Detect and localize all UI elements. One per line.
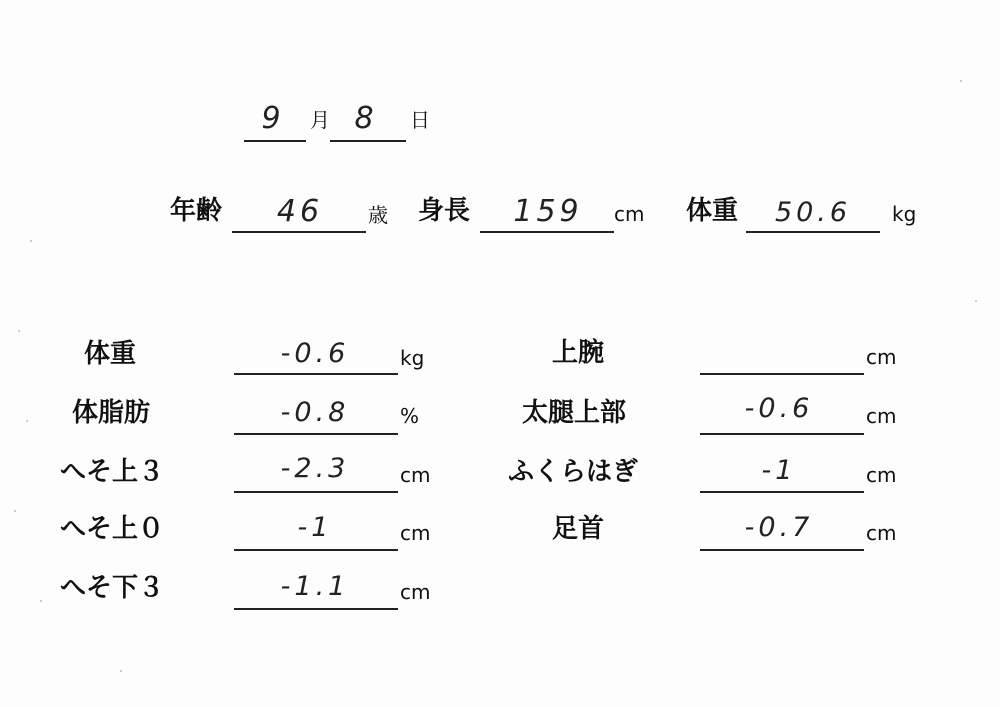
measure-label: 体重 (84, 339, 137, 369)
weight-value: 50.6 (774, 197, 852, 228)
measure-value: -0.8 (280, 397, 350, 428)
month-underline (244, 140, 306, 142)
measure-underline (234, 608, 398, 610)
weight-unit: kg (892, 202, 917, 226)
age-label: 年齢 (170, 196, 223, 226)
measure-label: へそ上０ (60, 514, 165, 544)
weight-underline (746, 231, 880, 233)
scan-speck (960, 80, 962, 82)
measure-underline (700, 491, 864, 493)
scan-speck (18, 330, 20, 332)
measure-label: へそ下３ (60, 573, 165, 603)
measure-unit: cm (400, 463, 431, 487)
measure-underline (700, 373, 864, 375)
measure-unit: cm (400, 580, 431, 604)
measure-underline (234, 549, 398, 551)
month-label: 月 (310, 108, 330, 132)
measure-underline (700, 549, 864, 551)
day-value: 8 (354, 101, 378, 136)
scan-speck (26, 420, 28, 422)
measure-label: 上腕 (552, 338, 605, 368)
height-value: 159 (513, 194, 583, 229)
weight-label: 体重 (686, 196, 739, 226)
measure-label: へそ上３ (60, 457, 165, 487)
measure-value: -1 (761, 455, 797, 486)
height-underline (480, 231, 614, 233)
age-underline (232, 231, 366, 233)
measure-value: -0.6 (744, 393, 814, 424)
measure-underline (234, 491, 398, 493)
day-underline (330, 140, 406, 142)
measure-unit: cm (866, 404, 897, 428)
month-value: 9 (261, 101, 285, 136)
scan-speck (30, 240, 32, 242)
height-label: 身長 (418, 196, 471, 226)
measure-value: -0.7 (744, 512, 814, 543)
measure-value: -0.6 (280, 338, 350, 369)
age-unit: 歳 (368, 203, 388, 227)
day-label: 日 (410, 108, 430, 132)
measure-unit: cm (400, 521, 431, 545)
measure-unit: cm (866, 463, 897, 487)
measure-underline (234, 433, 398, 435)
measure-unit: cm (866, 521, 897, 545)
age-value: 46 (276, 194, 324, 229)
scan-speck (975, 300, 977, 302)
measure-value: -1 (297, 512, 333, 543)
scan-speck (14, 510, 16, 512)
measure-label: 太腿上部 (522, 398, 627, 428)
measure-label: 足首 (552, 514, 605, 544)
height-unit: cm (614, 202, 645, 226)
measure-value: -1.1 (280, 571, 350, 602)
measure-label: 体脂肪 (72, 398, 151, 428)
measure-label: ふくらはぎ (508, 457, 639, 487)
scan-speck (40, 600, 42, 602)
measure-unit: % (400, 404, 420, 428)
scan-speck (120, 670, 122, 672)
measure-underline (700, 433, 864, 435)
measure-unit: cm (866, 345, 897, 369)
measure-value: -2.3 (280, 453, 350, 484)
measure-underline (234, 373, 398, 375)
measure-unit: kg (400, 346, 425, 370)
